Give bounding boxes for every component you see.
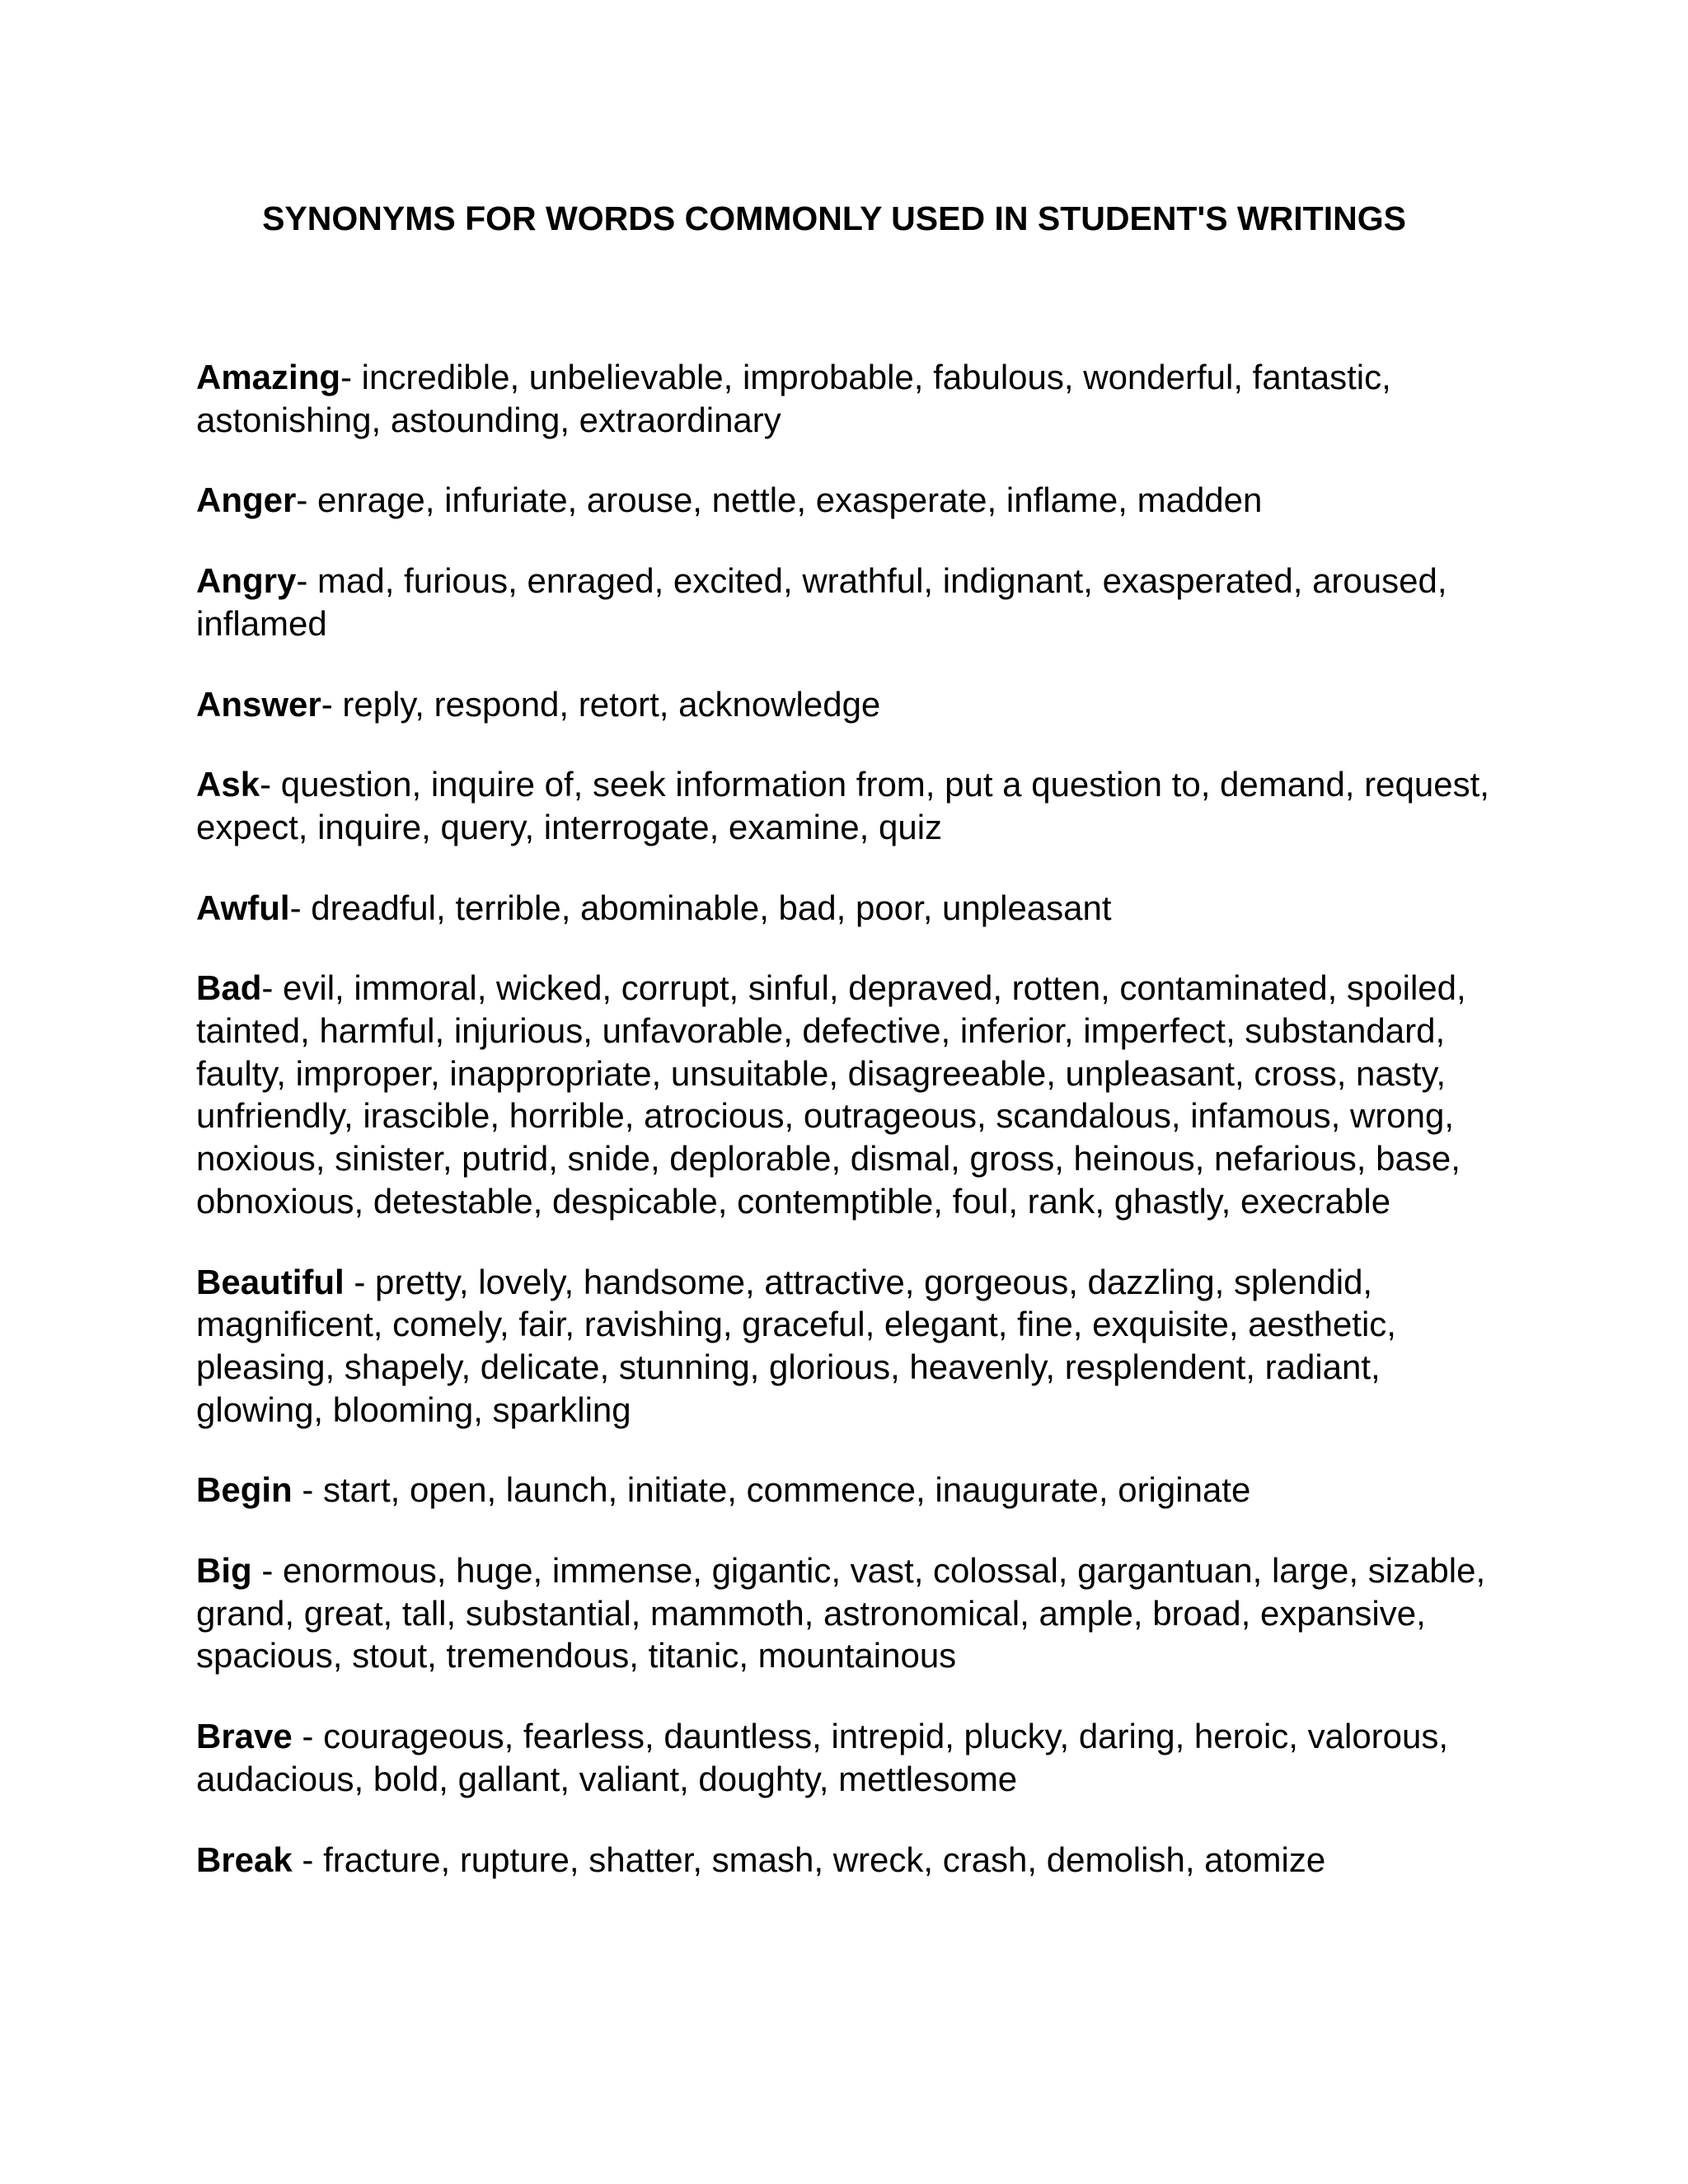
synonym-entry-ask (196, 763, 1507, 848)
entry-separator: - (260, 765, 281, 804)
entry-synonyms: incredible, unbelievable, improbable, fabulous, wonderful, fantastic, astonishing, astounding, extraordinary (196, 358, 1391, 439)
entry-separator: - (340, 358, 362, 396)
synonym-entry-amazing (196, 356, 1507, 441)
synonym-entry-awful (196, 887, 1507, 930)
entry-term: Brave (196, 1717, 293, 1756)
entry-synonyms: question, inquire of, seek information from, put a question to, demand, request, expect, inquire, query, interrogate, examine, quiz (196, 765, 1489, 846)
entry-term: Awful (196, 888, 290, 927)
synonym-entry-bad (196, 967, 1507, 1222)
synonym-entry-answer (196, 683, 1507, 726)
entry-synonyms: courageous, fearless, dauntless, intrepid, plucky, daring, heroic, valorous, audacious, bold, gallant, valiant, doughty, mettlesome (196, 1717, 1449, 1798)
entry-separator: - (296, 561, 318, 601)
synonym-entry-big (196, 1549, 1507, 1677)
synonym-entry-anger (196, 479, 1507, 522)
entry-separator: - (261, 968, 284, 1008)
entry-synonyms: fracture, rupture, shatter, smash, wreck, crash, demolish, atomize (323, 1840, 1326, 1879)
entry-synonyms: enormous, huge, immense, gigantic, vast, colossal, gargantuan, large, sizable, grand, great, tall, substantial, mammoth, astronomical, ample, broad, expansive, spacious, stout, tremendous, titanic, mountainous (196, 1551, 1486, 1675)
entry-separator: - (292, 1840, 324, 1879)
entry-term: Anger (196, 480, 297, 520)
synonym-entry-break (196, 1839, 1507, 1882)
entry-synonyms: enrage, infuriate, arouse, nettle, exasperate, inflame, madden (317, 480, 1263, 520)
entry-synonyms: pretty, lovely, handsome, attractive, gorgeous, dazzling, splendid, magnificent, comely, fair, ravishing, graceful, elegant, fine, exquisite, aesthetic, pleasing, shapely, delicate, stunning, glorious, heavenly, resplendent, radiant, glowing, blooming, sparkling (196, 1262, 1396, 1429)
entry-term: Answer (196, 684, 321, 724)
entry-term: Ask (196, 765, 260, 804)
entry-term: Begin (196, 1470, 293, 1510)
synonym-entry-brave (196, 1715, 1507, 1800)
synonym-entry-angry (196, 560, 1507, 644)
entry-synonyms: evil, immoral, wicked, corrupt, sinful, depraved, rotten, contaminated, spoiled, tainted, harmful, injurious, unfavorable, defective, inferior, imperfect, substandard, faulty, improper, inappropriate, unsuitable, disagreeable, unpleasant, cross, nasty, unfriendly, irascible, horrible, atrocious, outrageous, scandalous, infamous, wrong, noxious, sinister, putrid, snide, deplorable, dismal, gross, heinous, nefarious, base, obnoxious, detestable, despicable, contemptible, foul, rank, ghastly, execrable (196, 968, 1466, 1221)
synonym-entry-begin (196, 1469, 1507, 1511)
entry-term: Angry (196, 561, 297, 601)
entry-term: Amazing (196, 358, 341, 396)
entry-separator: - (292, 1717, 324, 1756)
entry-separator: - (289, 888, 312, 927)
entry-separator: - (321, 684, 343, 724)
document-title: SYNONYMS FOR WORDS COMMONLY USED IN STUDENT'S WRITINGS (262, 199, 1406, 237)
entry-synonyms: reply, respond, retort, acknowledge (342, 684, 881, 724)
entry-term: Bad (196, 968, 262, 1008)
entry-term: Big (196, 1551, 252, 1591)
entry-separator: - (292, 1470, 323, 1510)
entry-separator: - (296, 480, 318, 520)
synonym-list (196, 356, 1507, 1919)
entry-separator: - (251, 1551, 283, 1591)
entry-term: Break (196, 1840, 293, 1879)
entry-synonyms: mad, furious, enraged, excited, wrathful, indignant, exasperated, aroused, inflamed (196, 561, 1447, 643)
entry-synonyms: start, open, launch, initiate, commence, inaugurate, originate (323, 1470, 1251, 1510)
synonym-entry-beautiful (196, 1261, 1507, 1432)
entry-separator: - (344, 1262, 375, 1301)
entry-term: Beautiful (196, 1262, 345, 1301)
entry-synonyms: dreadful, terrible, abominable, bad, poor, unpleasant (311, 888, 1112, 927)
